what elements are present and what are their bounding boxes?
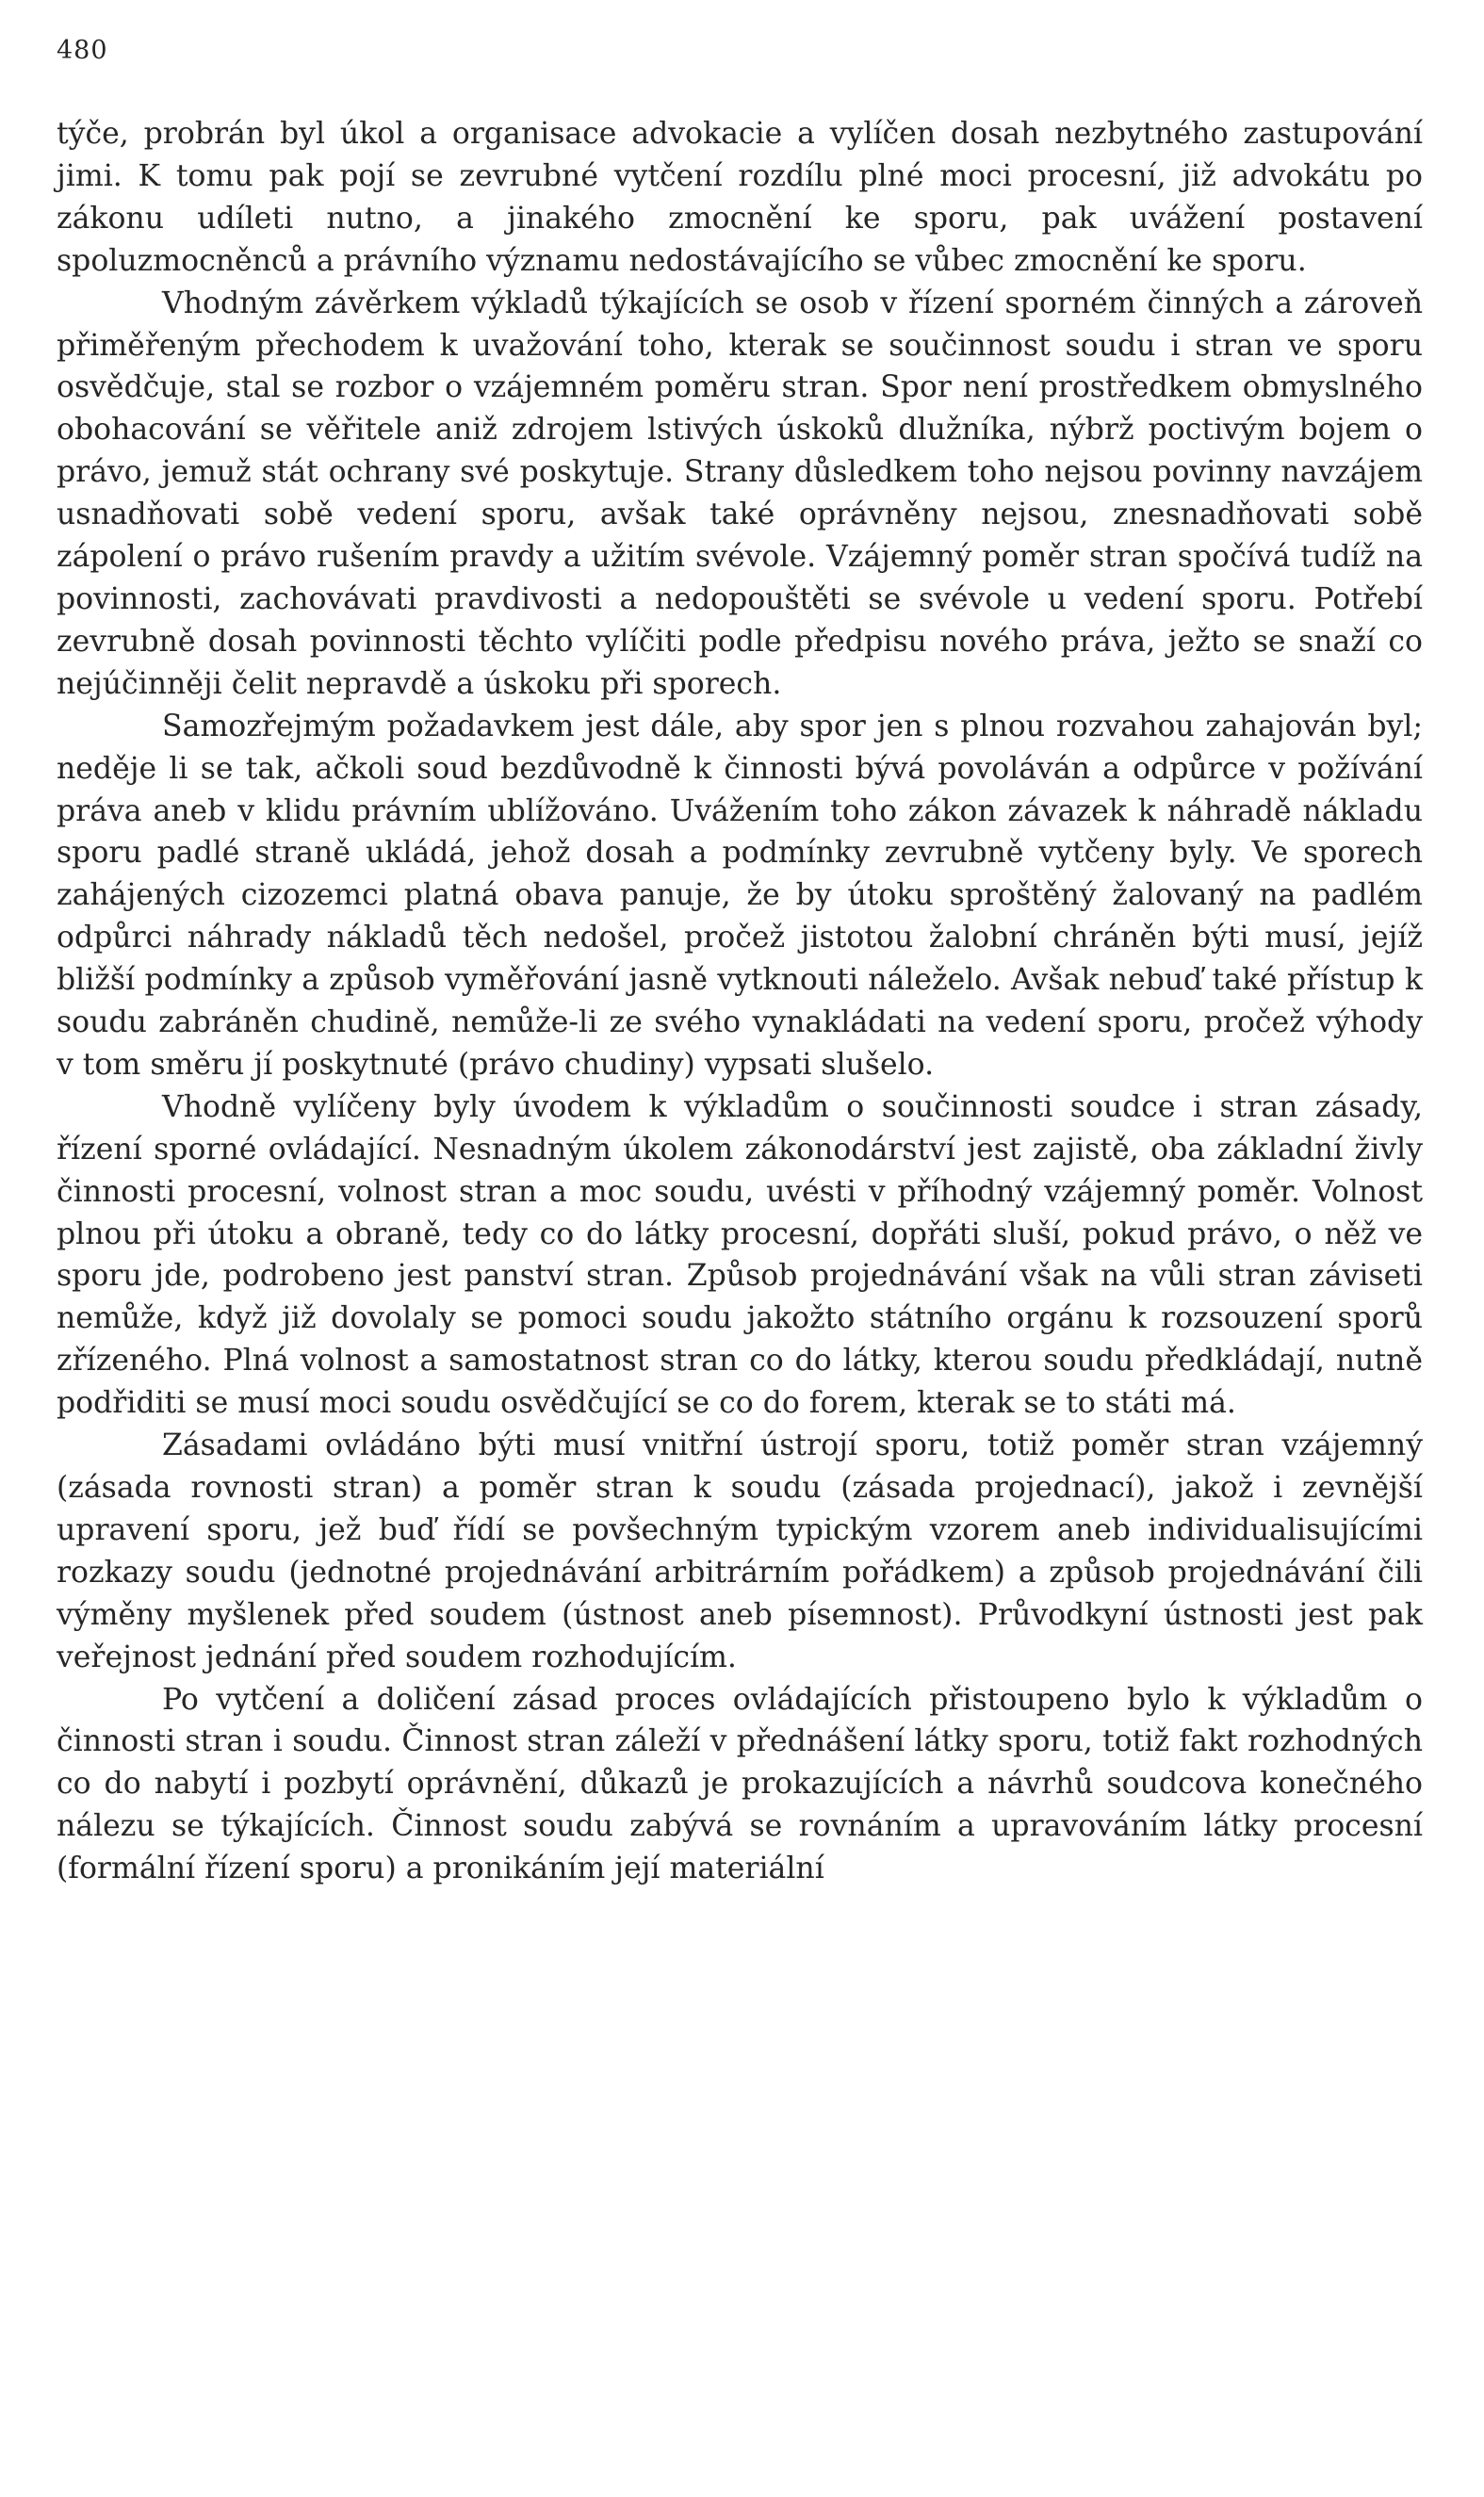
paragraph: Vhodným závěrkem výkladů týkajících se osob v řízení sporném činných a zároveň přiměřeným přechodem k uvažování toho, kterak se součinnost soudu i stran ve sporu osvědčuje, stal se rozbor o vzájemném poměru stran. Spor není prostředkem obmyslného obohacování se věřitele aniž zdrojem lstivých úskoků dlužníka, nýbrž poctivým bojem o právo, jemuž stát ochrany své poskytuje. Strany důsledkem toho nejsou povinny navzájem usnadňovati sobě vedení sporu, avšak také oprávněny nejsou, znesnadňovati sobě zápolení o právo rušením pravdy a užitím svévole. Vzájemný poměr stran spočívá tudíž na povinnosti, zachovávati pravdivosti a nedopouštěti se svévole u vedení sporu. Potřebí zevrubně dosah povinnosti těchto vylíčiti podle předpisu nového práva, ježto se snaží co nejúčinněji čelit nepravdě a úskoku při sporech. bbox=[57, 286, 1423, 701]
paragraph: Po vytčení a doličení zásad proces ovládajících přistoupeno bylo k výkladům o činnosti stran i soudu. Činnost stran záleží v přednášení látky sporu, totiž fakt rozhodných co do nabytí i pozbytí oprávnění, důkazů je prokazujících a návrhů soudcova konečného nálezu se týkajících. Činnost soudu zabývá se rovnáním a upravováním látky procesní (formální řízení sporu) a pronikáním její materiální bbox=[57, 1682, 1423, 1886]
body-text bbox=[57, 113, 1423, 1890]
paragraph: týče, probrán byl úkol a organisace advokacie a vylíčen dosah nezbytného zastupování jimi. K tomu pak pojí se zevrubné vytčení rozdílu plné moci procesní, již advokátu po zákonu udíleti nutno, a jinakého zmocnění ke sporu, pak uvážení postavení spoluzmocněnců a právního významu nedostávajícího se vůbec zmocnění ke sporu. bbox=[57, 117, 1423, 278]
paragraph: Samozřejmým požadavkem jest dále, aby spor jen s plnou rozvahou zahajován byl; neděje li se tak, ačkoli soud bezdůvodně k činnosti bývá povoláván a odpůrce v požívání práva aneb v klidu právním ublížováno. Uvážením toho zákon závazek k náhradě nákladu sporu padlé straně ukládá, jehož dosah a podmínky zevrubně vytčeny byly. Ve sporech zahájených cizozemci platná obava panuje, že by útoku sproštěný žalovaný na padlém odpůrci náhrady nákladů těch nedošel, pročež jistotou žalobní chráněn býti musí, jejíž bližší podmínky a způsob vyměřování jasně vytknouti náleželo. Avšak nebuď také přístup k soudu zabráněn chudině, nemůže-li ze svého vynakládati na vedení sporu, pročež výhody v tom směru jí poskytnuté (právo chudiny) vypsati slušelo. bbox=[57, 709, 1423, 1082]
paragraph: Vhodně vylíčeny byly úvodem k výkladům o součinnosti soudce i stran zásady, řízení sporné ovládající. Nesnadným úkolem zákonodárství jest zajistě, oba základní živly činnosti procesní, volnost stran a moc soudu, uvésti v příhodný vzájemný poměr. Volnost plnou při útoku a obraně, tedy co do látky procesní, dopřáti sluší, pokud právo, o něž ve sporu jde, podrobeno jest panství stran. Způsob projednávání však na vůli stran záviseti nemůže, když již dovolaly se pomoci soudu jakožto státního orgánu k rozsouzení sporů zřízeného. Plná volnost a samostatnost stran co do látky, kterou soudu předkládají, nutně podřiditi se musí moci soudu osvědčující se co do forem, kterak se to státi má. bbox=[57, 1089, 1423, 1421]
page-number: 480 bbox=[57, 36, 108, 65]
paragraph: Zásadami ovládáno býti musí vnitřní ústrojí sporu, totiž poměr stran vzájemný (zásada rovnosti stran) a poměr stran k soudu (zásada projednací), jakož i zevnější upravení sporu, jež buď řídí se povšechným typickým vzorem aneb individualisujícími rozkazy soudu (jednotné projednávání arbitrárním pořádkem) a způsob projednávání čili výměny myšlenek před soudem (ústnost aneb písemnost). Průvodkyní ústnosti jest pak veřejnost jednání před soudem rozhodujícím. bbox=[57, 1428, 1423, 1674]
